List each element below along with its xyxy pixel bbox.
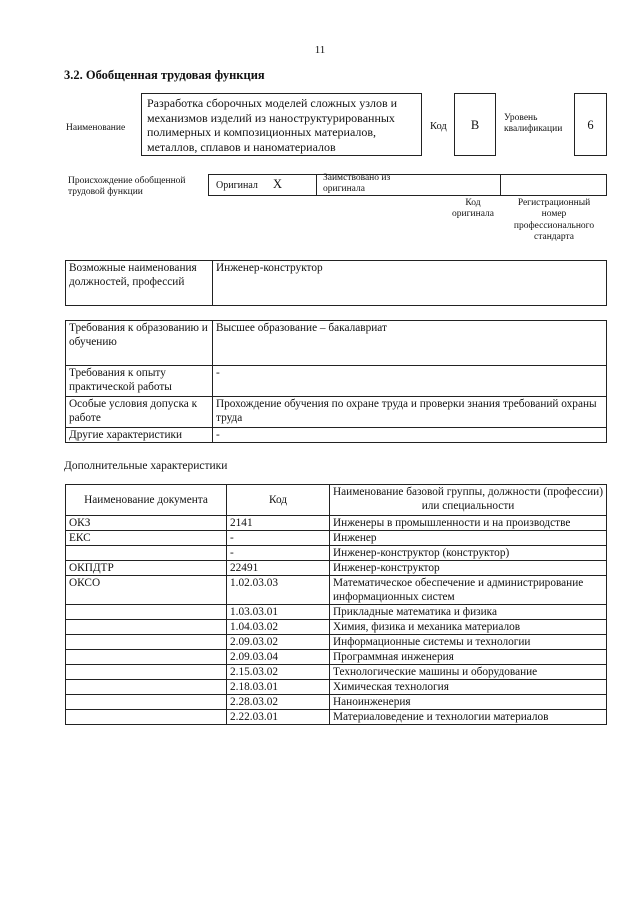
additional-title: Дополнительные характеристики <box>64 460 228 472</box>
doc-cell <box>66 665 227 680</box>
doc-cell: ОКСО <box>66 576 227 605</box>
doc-cell <box>66 620 227 635</box>
code-cell: 2.22.03.01 <box>227 710 330 725</box>
table-row <box>66 665 607 680</box>
doc-cell <box>66 650 227 665</box>
req-other-label: Другие характеристики <box>66 428 213 443</box>
req-experience-label: Требования к опыту практической работы <box>66 366 213 397</box>
doc-cell <box>66 680 227 695</box>
level-value: 6 <box>574 93 607 156</box>
table-row <box>66 620 607 635</box>
name-cell: Химия, физика и механика материалов <box>330 620 607 635</box>
code-cell: 2141 <box>227 516 330 531</box>
code-original-label: Код оригинала <box>452 198 494 220</box>
code-cell: 1.02.03.03 <box>227 576 330 605</box>
table-row <box>66 546 607 561</box>
req-conditions-label: Особые условия допуска к работе <box>66 397 213 428</box>
doc-cell <box>66 635 227 650</box>
code-cell: - <box>227 546 330 561</box>
code-cell: 1.03.03.01 <box>227 605 330 620</box>
doc-cell <box>66 695 227 710</box>
table-row <box>66 576 607 605</box>
table-row <box>66 605 607 620</box>
positions-value: Инженер-конструктор <box>213 261 607 306</box>
code-cell: 2.09.03.02 <box>227 635 330 650</box>
req-other-value: - <box>213 428 607 443</box>
col-name-header: Наименование базовой группы, должности (профессии) или специальности <box>330 485 607 516</box>
section-title: 3.2. Обобщенная трудовая функция <box>64 68 265 82</box>
req-education-label: Требования к образованию и обучению <box>66 321 213 366</box>
positions-label: Возможные наименования должностей, профессий <box>66 261 213 306</box>
req-education-value: Высшее образование – бакалавриат <box>213 321 607 366</box>
function-name: Разработка сборочных моделей сложных узлов и механизмов изделий из наноструктурированных полимерных и композиционных материалов, металлов, сплавов и наноматериалов <box>141 93 422 156</box>
name-cell: Материаловедение и технологии материалов <box>330 710 607 725</box>
additional-table <box>65 484 607 725</box>
req-conditions-value: Прохождение обучения по охране труда и проверки знания требований охраны труда <box>213 397 607 428</box>
code-label: Код <box>430 121 447 132</box>
code-cell: 1.04.03.02 <box>227 620 330 635</box>
code-value: В <box>454 93 496 156</box>
level-label: Уровень квалификации <box>504 113 563 135</box>
code-cell: 2.09.03.04 <box>227 650 330 665</box>
doc-cell: ОКПДТР <box>66 561 227 576</box>
origin-codes-divider <box>500 174 501 196</box>
origin-label: Происхождение обобщенной трудовой функции <box>68 176 186 198</box>
name-cell: Технологические машины и оборудование <box>330 665 607 680</box>
name-cell: Инженеры в промышленности и на производстве <box>330 516 607 531</box>
name-label: Наименование <box>66 123 126 133</box>
doc-cell <box>66 605 227 620</box>
page-number: 11 <box>314 44 326 56</box>
doc-cell: ОКЗ <box>66 516 227 531</box>
req-experience-value: - <box>213 366 607 397</box>
positions-table <box>65 260 607 306</box>
name-cell: Инженер <box>330 531 607 546</box>
code-cell: 2.15.03.02 <box>227 665 330 680</box>
table-row <box>66 531 607 546</box>
col-code-header: Код <box>227 485 330 516</box>
code-cell: 22491 <box>227 561 330 576</box>
name-cell: Математическое обеспечение и администрирование информационных систем <box>330 576 607 605</box>
name-cell: Инженер-конструктор (конструктор) <box>330 546 607 561</box>
origin-divider <box>316 174 317 196</box>
table-row <box>66 695 607 710</box>
name-cell: Инженер-конструктор <box>330 561 607 576</box>
reg-number-label: Регистрационный номер профессионального стандарта <box>513 198 595 243</box>
name-cell: Наноинженерия <box>330 695 607 710</box>
code-cell: - <box>227 531 330 546</box>
code-cell: 2.28.03.02 <box>227 695 330 710</box>
table-row <box>66 710 607 725</box>
table-row <box>66 516 607 531</box>
borrowed-label: Заимствовано из оригинала <box>323 173 391 195</box>
code-cell: 2.18.03.01 <box>227 680 330 695</box>
table-row <box>66 561 607 576</box>
name-cell: Программная инженерия <box>330 650 607 665</box>
doc-cell <box>66 710 227 725</box>
original-label: Оригинал <box>216 180 258 191</box>
name-cell: Прикладные математика и физика <box>330 605 607 620</box>
origin-codes-box <box>446 174 607 196</box>
col-doc-header: Наименование документа <box>66 485 227 516</box>
original-mark: Х <box>273 177 283 191</box>
name-cell: Информационные системы и технологии <box>330 635 607 650</box>
table-row <box>66 680 607 695</box>
name-cell: Химическая технология <box>330 680 607 695</box>
table-row <box>66 650 607 665</box>
requirements-table <box>65 320 607 443</box>
doc-cell <box>66 546 227 561</box>
doc-cell: ЕКС <box>66 531 227 546</box>
table-row <box>66 635 607 650</box>
